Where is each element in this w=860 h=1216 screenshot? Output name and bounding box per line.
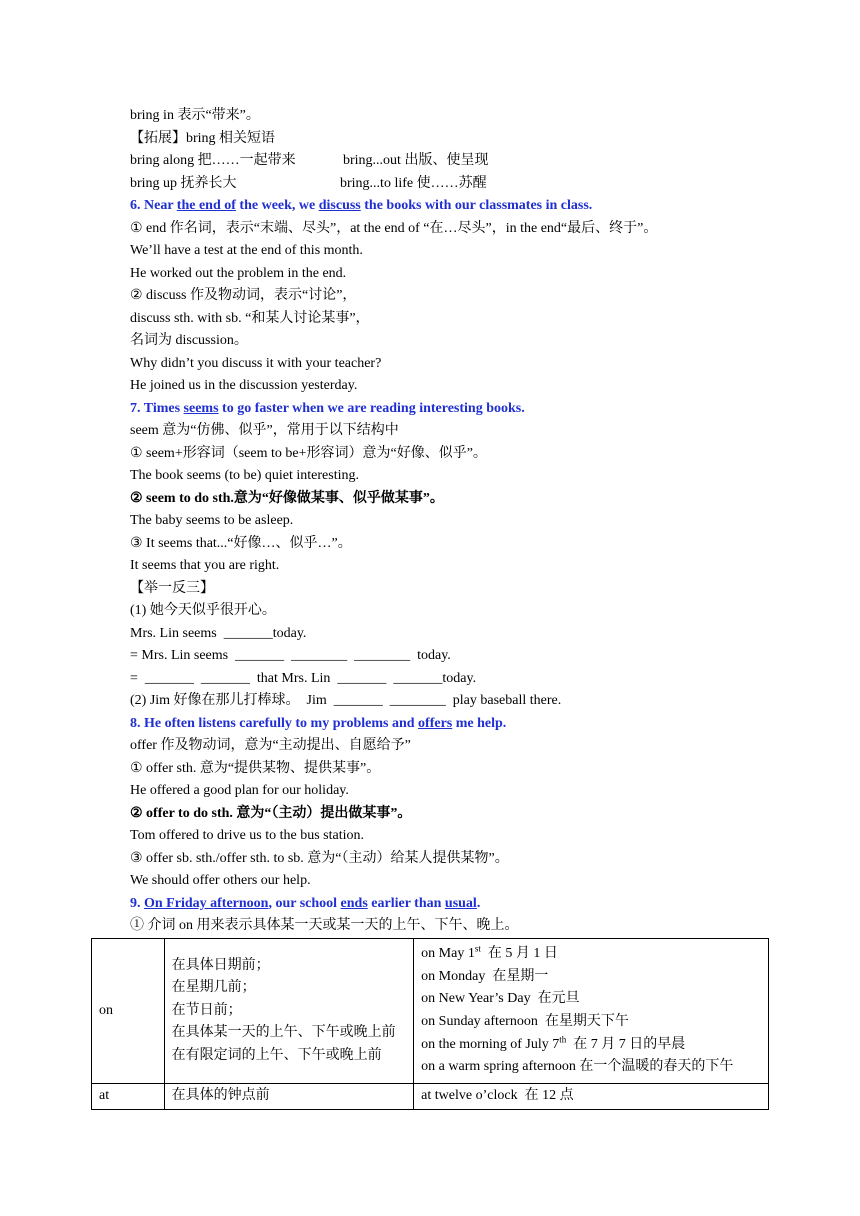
example-line: on Sunday afternoon 在星期天下午 [421,1014,629,1029]
usage-line: 在有限定词的上午、下午或晚上前 [171,1047,382,1063]
text-line: ① 介词 on 用来表示具体某一天或某一天的上午、下午、晚上。 [130,918,519,933]
text-line: bring along 把……一起带来 bring...out 出版、使呈现 [130,153,489,168]
example-line: on a warm spring afternoon 在一个温暖的春天的下午 [421,1059,734,1075]
example-line: on the morning of July 7th 在 7 月 7 日的早晨 [421,1033,686,1052]
table-cell-prep: on [92,939,165,1084]
text-line: ③ It seems that...“好像…、似乎…”。 [130,536,352,551]
text-line: seem 意为“仿佛、似乎”，常用于以下结构中 [130,423,399,438]
point-9-heading: 9. On Friday afternoon, our school ends earlier than usual. [130,896,481,911]
extension-heading: 【拓展】bring 相关短语 [130,131,276,146]
text-line: ① end 作名词，表示“末端、尽头”，at the end of “在…尽头”，in the end“最后、终于”。 [130,221,658,236]
point-7-heading: 7. Times seems to go faster when we are reading interesting books. [130,401,525,416]
table-row [92,939,769,1084]
preposition-table [91,938,769,1110]
example-sentence: He worked out the problem in the end. [130,266,347,281]
usage-line: 在星期几前； [171,980,256,996]
exercise-line: = _______ _______ that Mrs. Lin _______ _______today. [130,671,477,686]
example-sentence: We should offer others our help. [130,873,311,888]
text-line: ① seem+形容词（seem to be+形容词）意为“好像、似乎”。 [130,446,487,461]
example-sentence: He joined us in the discussion yesterday. [130,378,358,393]
practice-heading: 【举一反三】 [130,581,214,596]
example-line: on May 1st 在 5 月 1 日 [421,943,558,962]
table-row [92,1084,769,1110]
table-cell-usage [164,939,414,1084]
text-line: discuss sth. with sb. “和某人讨论某事”， [130,311,370,326]
example-sentence: We’ll have a test at the end of this month. [130,243,363,258]
example-sentence: He offered a good plan for our holiday. [130,783,349,798]
example-sentence: It seems that you are right. [130,558,280,573]
exercise-line: Mrs. Lin seems _______today. [130,626,307,641]
table-cell-usage: 在具体的钟点前 [164,1084,414,1110]
example-sentence: Why didn’t you discuss it with your teacher? [130,356,382,371]
example-line: on Monday 在星期一 [421,968,549,984]
text-line-bold: ② seem to do sth.意为“好像做某事、似乎做某事”。 [130,491,444,506]
example-sentence: Tom offered to drive us to the bus station. [130,828,365,843]
example-sentence: The book seems (to be) quiet interesting. [130,468,359,483]
usage-line: 在节日前； [171,1002,242,1018]
text-line-bold: ② offer to do sth. 意为“（主动）提出做某事”。 [130,806,412,821]
text-line: offer 作及物动词，意为“主动提出、自愿给予” [130,738,411,753]
point-8-heading: 8. He often listens carefully to my problems and offers me help. [130,716,507,731]
text-line: bring in 表示“带来”。 [130,108,260,123]
example-sentence: The baby seems to be asleep. [130,513,294,528]
text-line: 名词为 discussion。 [130,333,248,348]
text-line: ③ offer sb. sth./offer sth. to sb. 意为“（主动）给某人提供某物”。 [130,851,509,866]
example-line: on New Year’s Day 在元旦 [421,991,580,1007]
text-line: ① offer sth. 意为“提供某物、提供某事”。 [130,761,381,776]
usage-line: 在具体某一天的上午、下午或晚上前 [171,1025,396,1041]
usage-line: 在具体日期前； [171,957,270,973]
text-line: ② discuss 作及物动词，表示“讨论”， [130,288,357,303]
exercise-line: (1) 她今天似乎很开心。 [130,603,276,618]
exercise-line: (2) Jim 好像在那儿打棒球。 Jim _______ ________ play baseball there. [130,693,562,708]
point-6-heading: 6. Near the end of the week, we discuss the books with our classmates in class. [130,198,593,213]
table-cell-examples: at twelve o’clock 在 12 点 [414,1084,769,1110]
text-line: bring up 抚养长大 bring...to life 使……苏醒 [130,176,487,191]
table-cell-prep: at [92,1084,165,1110]
exercise-line: = Mrs. Lin seems _______ ________ ________ today. [130,648,451,663]
table-cell-examples [414,939,769,1084]
